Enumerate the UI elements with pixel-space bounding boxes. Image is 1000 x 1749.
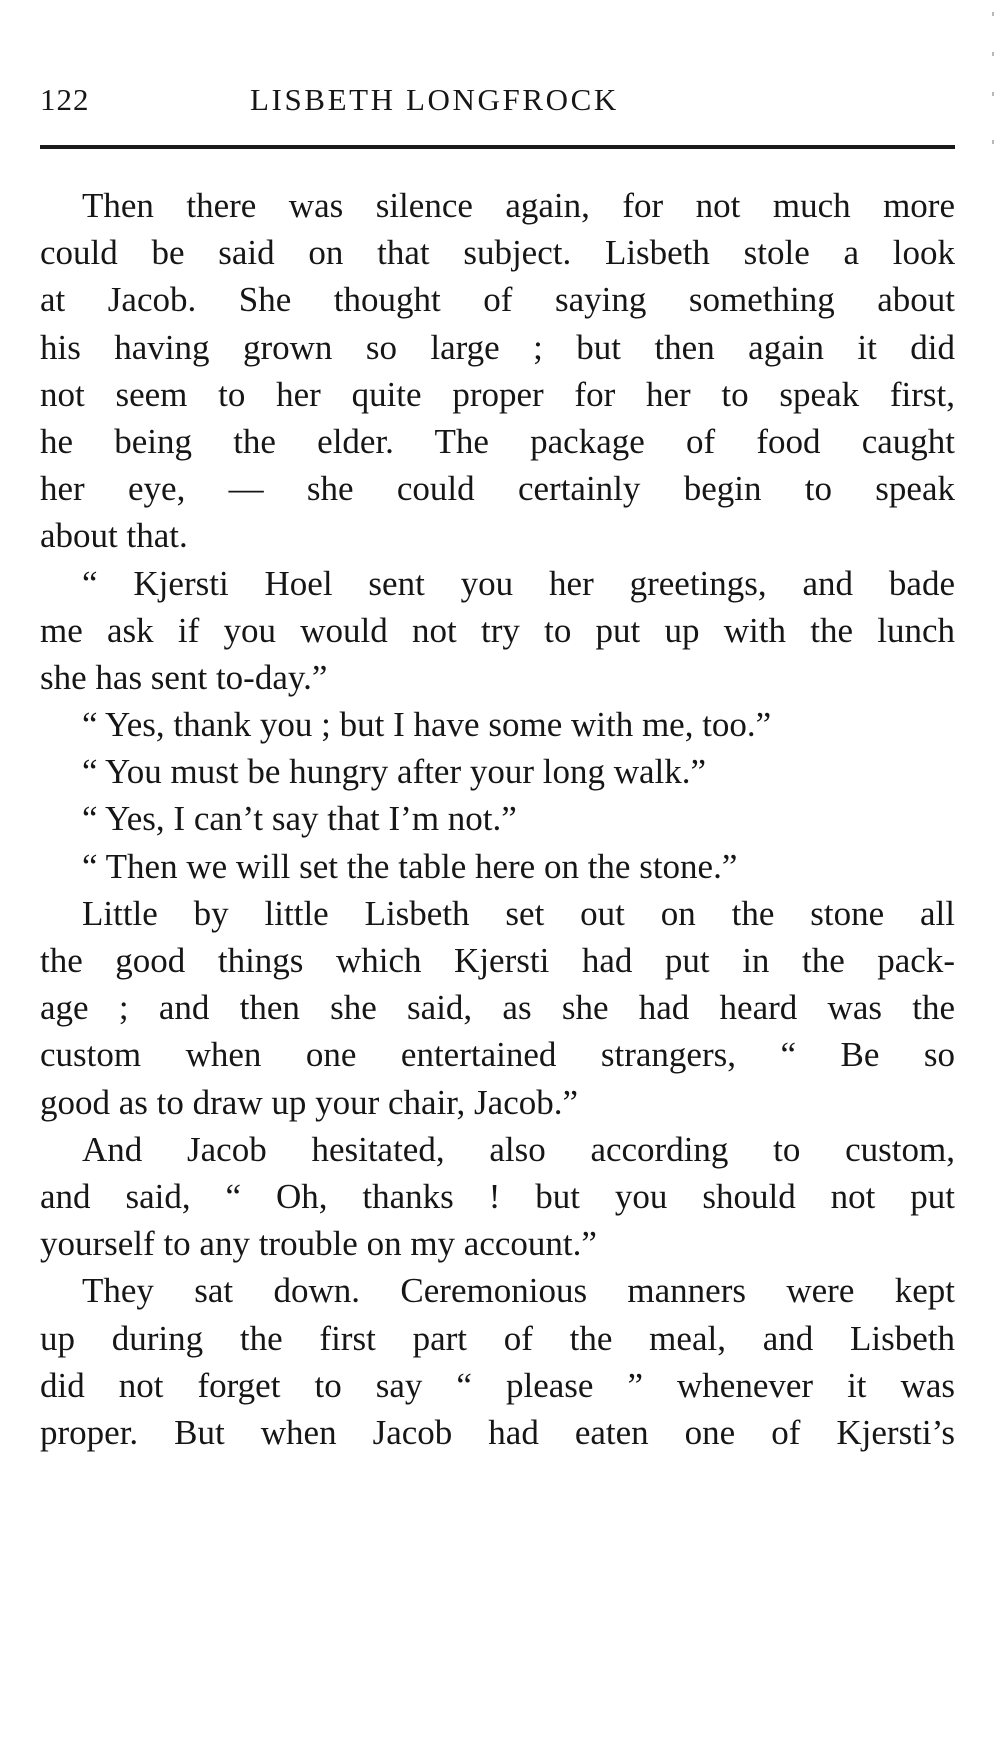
text-line: at Jacob. She thought of saying something about <box>40 280 955 320</box>
text-line: Little by little Lisbeth set out on the stone all <box>82 893 955 933</box>
text-line: “ You must be hungry after your long walk.” <box>82 752 707 792</box>
text-line: They sat down. Ceremonious manners were kept <box>82 1271 955 1311</box>
scan-speck <box>992 52 994 56</box>
text-line: did not forget to say “ please ” whenever it was <box>40 1365 955 1405</box>
running-head <box>40 78 955 122</box>
scan-speck <box>992 140 994 144</box>
body-text <box>40 182 955 1456</box>
text-line: “ Then we will set the table here on the stone.” <box>82 846 738 886</box>
text-line: about that. <box>40 516 188 556</box>
text-line: proper. But when Jacob had eaten one of Kjersti’s <box>40 1412 955 1452</box>
text-line: could be said on that subject. Lisbeth stole a look <box>40 233 955 273</box>
text-line: his having grown so large ; but then again it did <box>40 327 955 367</box>
text-line: Then there was silence again, for not much more <box>82 186 955 225</box>
text-line: up during the first part of the meal, and Lisbeth <box>40 1318 955 1358</box>
text-line: And Jacob hesitated, also according to custom, <box>82 1129 955 1169</box>
text-line: age ; and then she said, as she had heard was the <box>40 988 955 1028</box>
text-line: she has sent to-day.” <box>40 657 328 697</box>
running-title: LISBETH LONGFROCK <box>250 82 619 117</box>
header-rule <box>40 145 955 149</box>
text-line: custom when one entertained strangers, “ Be so <box>40 1035 955 1075</box>
text-line: her eye, — she could certainly begin to speak <box>40 469 955 509</box>
page-number: 122 <box>40 82 90 117</box>
scan-speck <box>992 92 994 96</box>
text-line: “ Yes, I can’t say that I’m not.” <box>82 799 517 839</box>
text-line: “ Kjersti Hoel sent you her greetings, and bade <box>82 563 955 603</box>
scan-speck <box>992 12 994 16</box>
text-line: “ Yes, thank you ; but I have some with me, too.” <box>82 705 772 745</box>
text-line: not seem to her quite proper for her to speak first, <box>40 374 955 414</box>
text-line: he being the elder. The package of food caught <box>40 421 955 461</box>
text-line: good as to draw up your chair, Jacob.” <box>40 1082 579 1122</box>
text-line: yourself to any trouble on my account.” <box>40 1224 597 1264</box>
text-line: me ask if you would not try to put up with the lunch <box>40 610 955 650</box>
text-line: the good things which Kjersti had put in the pack- <box>40 941 955 980</box>
text-line: and said, “ Oh, thanks ! but you should not put <box>40 1176 955 1216</box>
